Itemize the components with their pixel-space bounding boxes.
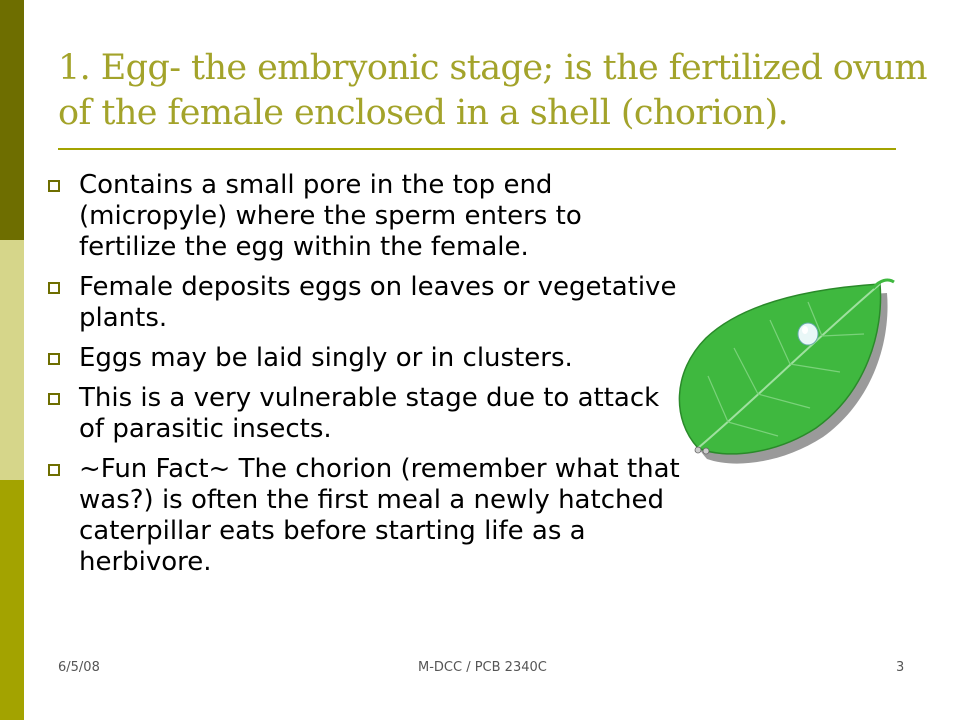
- bullet-item: [45, 454, 685, 578]
- bullet-text: Female deposits eggs on leaves or vegetative plants.: [79, 272, 677, 333]
- bullet-item: [45, 170, 685, 263]
- side-stripe-dark: [0, 0, 24, 240]
- bullet-item: [45, 272, 685, 334]
- leaf-with-egg-icon: [668, 276, 896, 466]
- bullet-text: This is a very vulnerable stage due to attack of parasitic insects.: [79, 383, 660, 444]
- side-stripe-light: [0, 240, 24, 480]
- bullet-list: [45, 170, 685, 587]
- footer-course: M-DCC / PCB 2340C: [418, 660, 547, 675]
- bullet-text: Eggs may be laid singly or in clusters.: [79, 343, 573, 373]
- title-divider: [58, 148, 896, 150]
- slide-title: 1. Egg- the embryonic stage; is the fertilized ovum of the female enclosed in a shell (chorion).: [58, 48, 927, 133]
- square-bullet-icon: [48, 353, 60, 365]
- square-bullet-icon: [48, 180, 60, 192]
- footer-date: 6/5/08: [58, 660, 100, 675]
- bullet-item: [45, 383, 685, 445]
- square-bullet-icon: [48, 282, 60, 294]
- square-bullet-icon: [48, 464, 60, 476]
- square-bullet-icon: [48, 393, 60, 405]
- side-stripe-mid: [0, 480, 24, 720]
- bullet-text: Contains a small pore in the top end (micropyle) where the sperm enters to fertilize the egg within the female.: [79, 170, 582, 262]
- footer-page-number: 3: [896, 660, 905, 675]
- bullet-text: ~Fun Fact~ The chorion (remember what that was?) is often the first meal a newly hatched caterpillar eats before starting life as a herbivore.: [79, 454, 680, 577]
- bullet-item: [45, 343, 685, 374]
